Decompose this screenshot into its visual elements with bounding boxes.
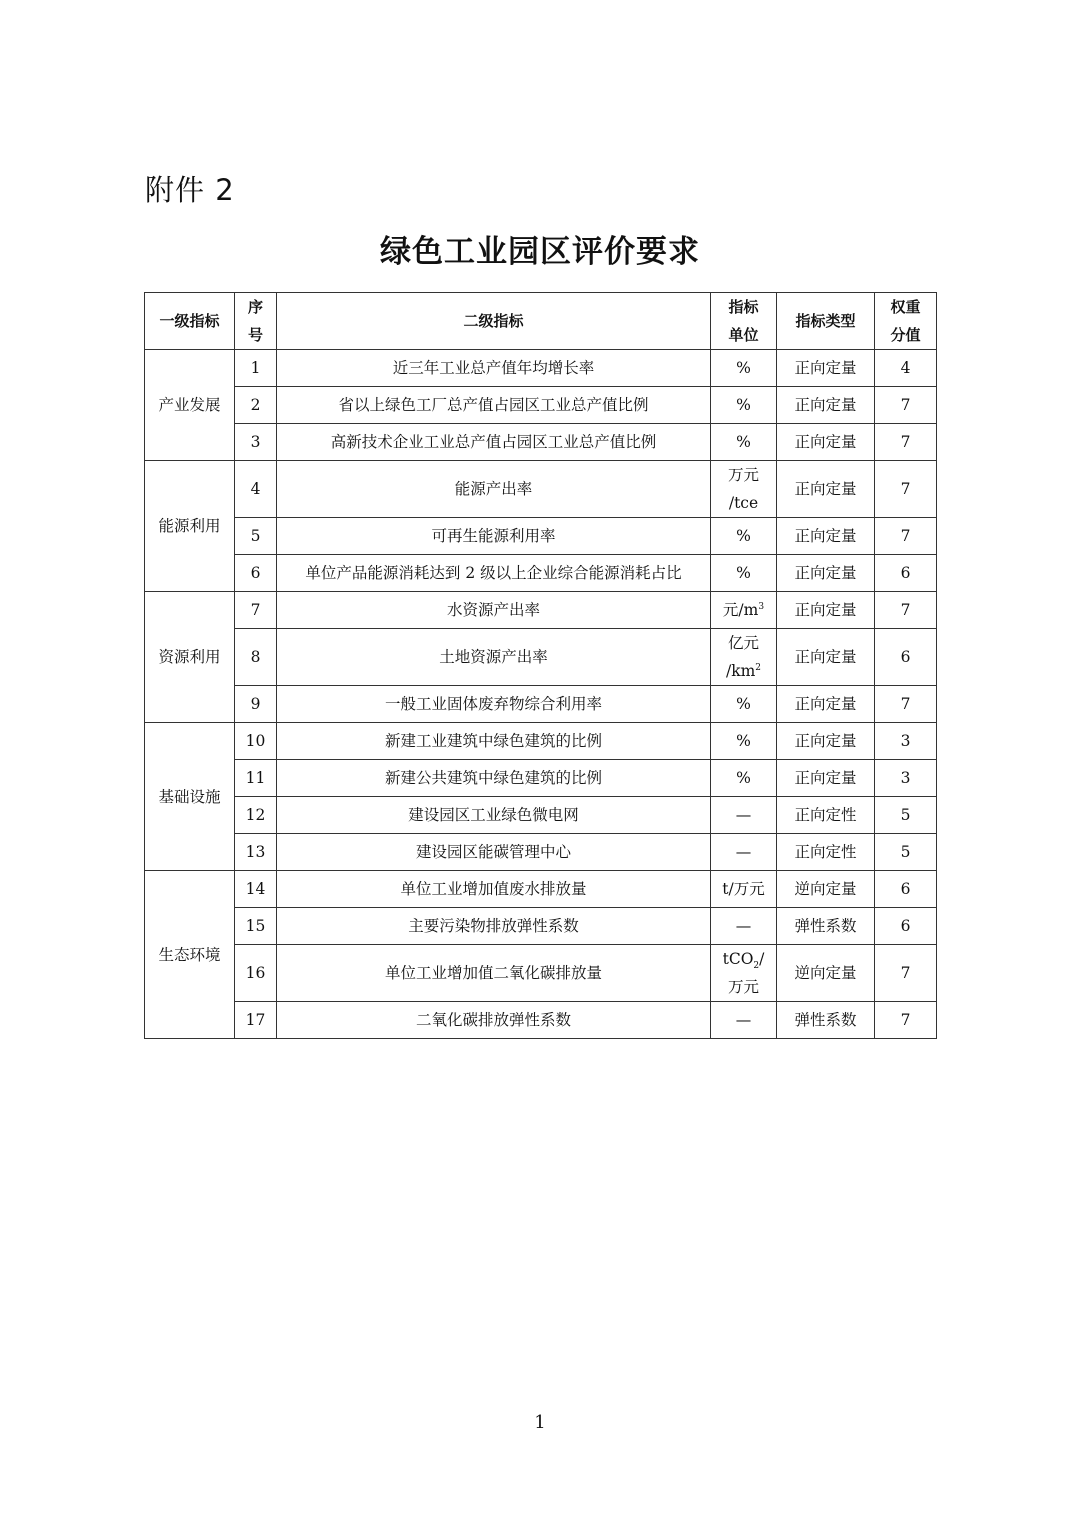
row-weight: 7 bbox=[875, 518, 937, 555]
table-row bbox=[145, 723, 937, 760]
row-seq: 5 bbox=[235, 518, 277, 555]
row-unit: % bbox=[711, 350, 777, 387]
row-seq: 4 bbox=[235, 461, 277, 518]
row-indicator: 单位工业增加值二氧化碳排放量 bbox=[277, 945, 711, 1002]
row-weight: 3 bbox=[875, 723, 937, 760]
row-indicator: 近三年工业总产值年均增长率 bbox=[277, 350, 711, 387]
header-row bbox=[145, 293, 937, 350]
row-seq: 2 bbox=[235, 387, 277, 424]
row-seq: 1 bbox=[235, 350, 277, 387]
table-row bbox=[145, 592, 937, 629]
table-row bbox=[145, 350, 937, 387]
row-weight: 6 bbox=[875, 871, 937, 908]
row-weight: 7 bbox=[875, 686, 937, 723]
row-indicator: 能源产出率 bbox=[277, 461, 711, 518]
group-name: 产业发展 bbox=[145, 350, 235, 461]
row-weight: 7 bbox=[875, 1002, 937, 1039]
header-weight: 权重 分值 bbox=[875, 293, 937, 350]
table-row bbox=[145, 461, 937, 518]
group-name: 生态环境 bbox=[145, 871, 235, 1039]
header-seq: 序 号 bbox=[235, 293, 277, 350]
row-unit: % bbox=[711, 760, 777, 797]
row-unit: % bbox=[711, 424, 777, 461]
row-type: 正向定量 bbox=[777, 555, 875, 592]
row-indicator: 新建公共建筑中绿色建筑的比例 bbox=[277, 760, 711, 797]
table-row bbox=[145, 760, 937, 797]
table-row bbox=[145, 518, 937, 555]
row-indicator: 土地资源产出率 bbox=[277, 629, 711, 686]
row-weight: 7 bbox=[875, 592, 937, 629]
row-type: 正向定量 bbox=[777, 387, 875, 424]
row-weight: 6 bbox=[875, 908, 937, 945]
table-row bbox=[145, 797, 937, 834]
row-indicator: 高新技术企业工业总产值占园区工业总产值比例 bbox=[277, 424, 711, 461]
row-indicator: 新建工业建筑中绿色建筑的比例 bbox=[277, 723, 711, 760]
row-type: 弹性系数 bbox=[777, 908, 875, 945]
row-indicator: 建设园区能碳管理中心 bbox=[277, 834, 711, 871]
row-seq: 15 bbox=[235, 908, 277, 945]
row-type: 弹性系数 bbox=[777, 1002, 875, 1039]
row-indicator: 主要污染物排放弹性系数 bbox=[277, 908, 711, 945]
row-seq: 17 bbox=[235, 1002, 277, 1039]
header-level1: 一级指标 bbox=[145, 293, 235, 350]
row-weight: 7 bbox=[875, 424, 937, 461]
page-number: 1 bbox=[534, 1412, 546, 1433]
row-seq: 6 bbox=[235, 555, 277, 592]
row-seq: 8 bbox=[235, 629, 277, 686]
row-unit: — bbox=[711, 908, 777, 945]
row-type: 正向定量 bbox=[777, 461, 875, 518]
row-weight: 5 bbox=[875, 834, 937, 871]
row-indicator: 建设园区工业绿色微电网 bbox=[277, 797, 711, 834]
row-seq: 7 bbox=[235, 592, 277, 629]
row-indicator: 单位产品能源消耗达到 2 级以上企业综合能源消耗占比 bbox=[277, 555, 711, 592]
row-weight: 7 bbox=[875, 461, 937, 518]
row-type: 正向定量 bbox=[777, 723, 875, 760]
row-seq: 10 bbox=[235, 723, 277, 760]
row-weight: 7 bbox=[875, 945, 937, 1002]
row-indicator: 单位工业增加值废水排放量 bbox=[277, 871, 711, 908]
header-unit: 指标 单位 bbox=[711, 293, 777, 350]
row-type: 正向定量 bbox=[777, 350, 875, 387]
row-type: 正向定性 bbox=[777, 797, 875, 834]
table-row bbox=[145, 387, 937, 424]
row-seq: 9 bbox=[235, 686, 277, 723]
table-row bbox=[145, 424, 937, 461]
row-indicator: 水资源产出率 bbox=[277, 592, 711, 629]
row-unit: % bbox=[711, 723, 777, 760]
row-unit: 万元 /tce bbox=[711, 461, 777, 518]
row-weight: 3 bbox=[875, 760, 937, 797]
row-unit: t/万元 bbox=[711, 871, 777, 908]
row-unit: — bbox=[711, 797, 777, 834]
row-type: 正向定量 bbox=[777, 518, 875, 555]
row-unit: 亿元 $/km^2$ bbox=[711, 629, 777, 686]
row-type: 正向定量 bbox=[777, 592, 875, 629]
row-type: 逆向定量 bbox=[777, 871, 875, 908]
table-row bbox=[145, 834, 937, 871]
table-row bbox=[145, 629, 937, 686]
row-type: 正向定量 bbox=[777, 686, 875, 723]
row-indicator: 可再生能源利用率 bbox=[277, 518, 711, 555]
row-unit: % bbox=[711, 555, 777, 592]
row-indicator: 省以上绿色工厂总产值占园区工业总产值比例 bbox=[277, 387, 711, 424]
row-indicator: 二氧化碳排放弹性系数 bbox=[277, 1002, 711, 1039]
row-unit: % bbox=[711, 387, 777, 424]
row-type: 正向定量 bbox=[777, 424, 875, 461]
row-type: 正向定量 bbox=[777, 760, 875, 797]
row-seq: 12 bbox=[235, 797, 277, 834]
row-weight: 5 bbox=[875, 797, 937, 834]
row-weight: 4 bbox=[875, 350, 937, 387]
table-row bbox=[145, 871, 937, 908]
row-seq: 13 bbox=[235, 834, 277, 871]
attachment-label: 附件 2 bbox=[145, 173, 235, 207]
table-row bbox=[145, 555, 937, 592]
document-title: 绿色工业园区评价要求 bbox=[380, 234, 700, 270]
row-unit: % bbox=[711, 518, 777, 555]
table-row bbox=[145, 945, 937, 1002]
header-type: 指标类型 bbox=[777, 293, 875, 350]
group-name: 能源利用 bbox=[145, 461, 235, 592]
row-unit: 元$/m^3$ bbox=[711, 592, 777, 629]
group-name: 资源利用 bbox=[145, 592, 235, 723]
row-seq: 14 bbox=[235, 871, 277, 908]
evaluation-table bbox=[144, 292, 937, 1039]
table-row bbox=[145, 686, 937, 723]
row-unit: — bbox=[711, 1002, 777, 1039]
row-seq: 3 bbox=[235, 424, 277, 461]
row-unit: — bbox=[711, 834, 777, 871]
row-weight: 6 bbox=[875, 629, 937, 686]
table-row bbox=[145, 1002, 937, 1039]
row-weight: 6 bbox=[875, 555, 937, 592]
row-seq: 11 bbox=[235, 760, 277, 797]
row-seq: 16 bbox=[235, 945, 277, 1002]
header-level2: 二级指标 bbox=[277, 293, 711, 350]
table-row bbox=[145, 908, 937, 945]
row-weight: 7 bbox=[875, 387, 937, 424]
group-name: 基础设施 bbox=[145, 723, 235, 871]
row-type: 正向定量 bbox=[777, 629, 875, 686]
row-type: 逆向定量 bbox=[777, 945, 875, 1002]
row-indicator: 一般工业固体废弃物综合利用率 bbox=[277, 686, 711, 723]
row-unit: % bbox=[711, 686, 777, 723]
row-type: 正向定性 bbox=[777, 834, 875, 871]
row-unit: tCO$_2$/ 万元 bbox=[711, 945, 777, 1002]
